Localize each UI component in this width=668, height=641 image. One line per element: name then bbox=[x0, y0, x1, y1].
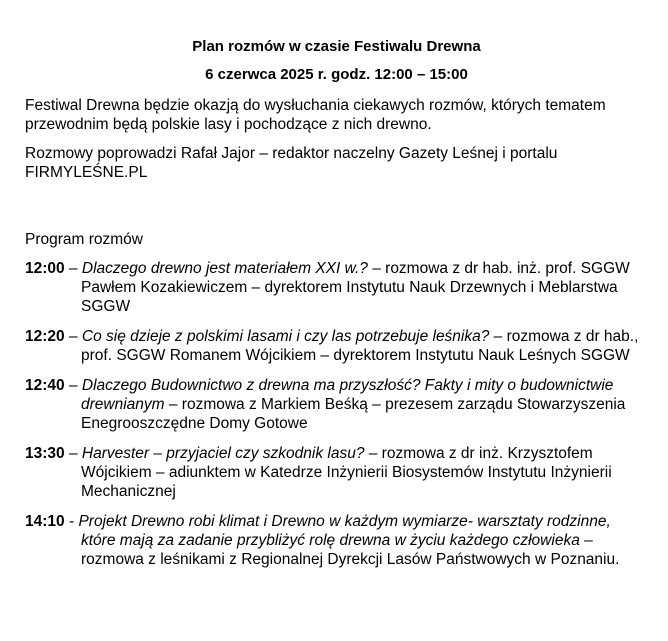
item-details: – rozmowa z leśnikami z Regionalnej Dyrekcji Lasów Państwowych w Poznaniu. bbox=[81, 532, 620, 568]
item-topic: Harvester – przyjaciel czy szkodnik lasu? bbox=[81, 445, 365, 462]
item-separator: – bbox=[64, 260, 82, 277]
item-time: 12:20 bbox=[25, 328, 65, 345]
item-topic: Co się dzieje z polskimi lasami i czy las potrzebuje leśnika? bbox=[81, 328, 490, 345]
item-separator: - bbox=[64, 513, 79, 530]
program-item bbox=[25, 327, 648, 365]
item-details: – rozmowa z dr hab., prof. SGGW Romanem Wójcikiem – dyrektorem Instytutu Nauk Leśnych SGGW bbox=[81, 328, 639, 364]
program-item bbox=[25, 444, 648, 501]
program-item bbox=[25, 512, 648, 569]
item-separator: – bbox=[64, 377, 82, 394]
item-details: – rozmowa z Markiem Beśką – prezesem zarządu Stowarzyszenia Enegrooszczędne Domy Gotowe bbox=[81, 396, 626, 432]
item-details: – rozmowa z dr hab. inż. prof. SGGW Pawłem Kozakiewiczem – dyrektorem Instytutu Nauk Drzewnych i Meblarstwa SGGW bbox=[81, 260, 630, 315]
item-time: 12:40 bbox=[25, 377, 65, 394]
program-item bbox=[25, 259, 648, 316]
item-topic: Dlaczego drewno jest materiałem XXI w.? bbox=[81, 260, 368, 277]
host-paragraph: Rozmowy poprowadzi Rafał Jajor – redaktor naczelny Gazety Leśnej i portalu FIRMYLEŚNE.PL bbox=[25, 145, 558, 181]
item-separator: – bbox=[64, 445, 82, 462]
item-time: 13:30 bbox=[25, 445, 65, 462]
item-details: – rozmowa z dr inż. Krzysztofem Wójcikiem – adiunktem w Katedrze Inżynierii Biosystemów Instytutu Inżynierii Mechanicznej bbox=[81, 445, 612, 500]
item-topic: Dlaczego Budownictwo z drewna ma przyszłość? Fakty i mity o budownictwie drewnianym bbox=[81, 377, 614, 413]
intro-paragraph: Festiwal Drewna będzie okazją do wysłuchania ciekawych rozmów, których tematem przewodnim będą polskie lasy i pochodzące z nich drewno. bbox=[25, 97, 606, 133]
document-subtitle: 6 czerwca 2025 r. godz. 12:00 – 15:00 bbox=[205, 66, 468, 83]
item-time: 14:10 bbox=[25, 513, 65, 530]
program-item bbox=[25, 376, 648, 433]
item-separator: – bbox=[64, 328, 82, 345]
document-title: Plan rozmów w czasie Festiwalu Drewna bbox=[192, 38, 481, 55]
program-heading: Program rozmów bbox=[25, 231, 143, 248]
item-time: 12:00 bbox=[25, 260, 65, 277]
item-topic: Projekt Drewno robi klimat i Drewno w każdym wymiarze- warsztaty rodzinne, które mają za zadanie przybliżyć rolę drewna w życiu każdego człowieka bbox=[78, 513, 611, 549]
